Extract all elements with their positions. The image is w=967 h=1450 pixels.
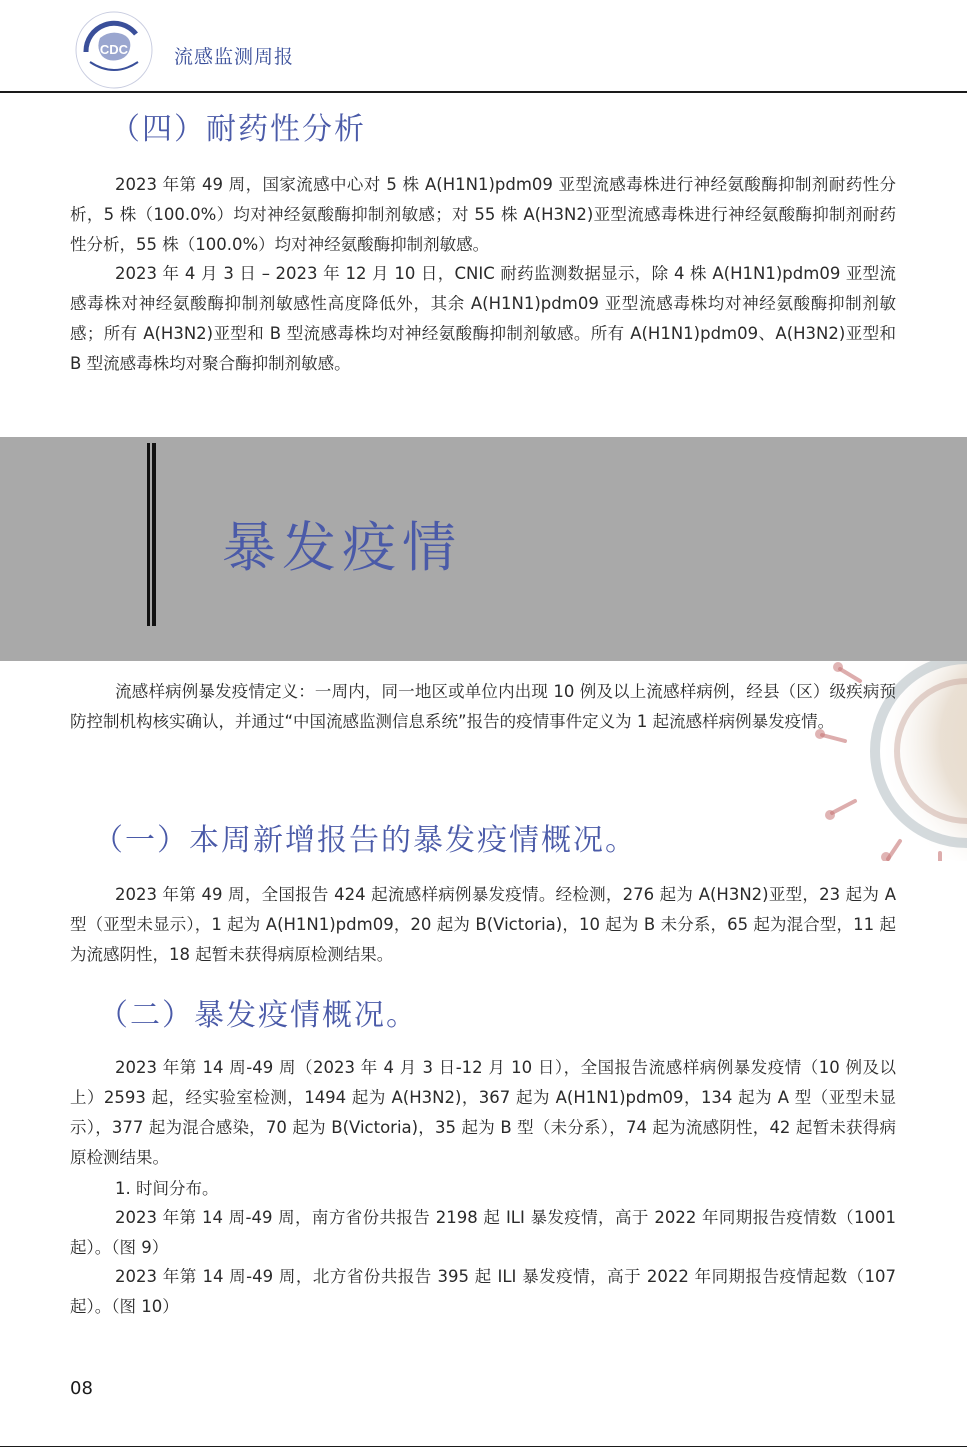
logo-cdc-text: CDC xyxy=(99,42,129,57)
overview-paragraph xyxy=(70,1053,896,1173)
south-provinces-text: 2023 年第 14 周-49 周，南方省份共报告 2198 起 ILI 暴发疫情，高于 2022 年同期报告疫情数（1001 起）。（图 9） xyxy=(70,1208,896,1257)
resistance-paragraph-2-text: 2023 年 4 月 3 日 – 2023 年 12 月 10 日，CNIC 耐药监测数据显示，除 4 株 A(H1N1)pdm09 亚型流感毒株对神经氨酸酶抑制剂敏感性高度降低外，其余 A(H1N1)pdm09 亚型流感毒株均对神经氨酸酶抑制剂敏感；所有 A(H3N2)亚型和 B 型流感毒株均对神经氨酸酶抑制剂敏感。所有 A(H1N1)pdm09、A(H3N2)亚型和 B 型流感毒株均对聚合酶抑制剂敏感。 xyxy=(70,264,896,373)
page-header xyxy=(0,0,967,92)
resistance-paragraph-2 xyxy=(70,259,896,379)
report-title: 流感监测周报 xyxy=(174,46,295,68)
resistance-paragraph-1 xyxy=(70,170,896,260)
time-distribution-heading-text: 1. 时间分布。 xyxy=(115,1179,219,1198)
south-provinces-paragraph xyxy=(70,1203,896,1263)
overview-paragraph-text: 2023 年第 14 周-49 周（2023 年 4 月 3 日-12 月 10 日），全国报告流感样病例暴发疫情（10 例及以上）2593 起，经实验室检测，1494 起为 A(H3N2)，367 起为 A(H1N1)pdm09，134 起为 A 型（亚型未显示），377 起为混合感染，70 起为 B(Victoria)，35 起为 B 型（未分系），74 起为流感阴性，42 起暂未获得病原检测结果。 xyxy=(70,1058,896,1167)
north-provinces-paragraph xyxy=(70,1262,896,1322)
time-distribution-heading xyxy=(70,1174,896,1204)
banner-accent-bar xyxy=(147,443,150,626)
page-number: 08 xyxy=(70,1378,93,1399)
section-heading-resistance: （四）耐药性分析 xyxy=(110,112,366,147)
this-week-paragraph-text: 2023 年第 49 周，全国报告 424 起流感样病例暴发疫情。经检测，276 起为 A(H3N2)亚型，23 起为 A 型（亚型未显示），1 起为 A(H1N1)pdm09，20 起为 B(Victoria)，10 起为 B 未分系，65 起为混合型，11 起为流感阴性，18 起暂未获得病原检测结果。 xyxy=(70,885,896,964)
outbreak-definition-text: 流感样病例暴发疫情定义：一周内，同一地区或单位内出现 10 例及以上流感样病例，经县（区）级疾病预防控制机构核实确认，并通过“中国流感监测信息系统”报告的疫情事件定义为 1 起流感样病例暴发疫情。 xyxy=(70,682,896,731)
resistance-paragraph-1-text: 2023 年第 49 周，国家流感中心对 5 株 A(H1N1)pdm09 亚型流感毒株进行神经氨酸酶抑制剂耐药性分析，5 株（100.0%）均对神经氨酸酶抑制剂敏感；对 55 株 A(H3N2)亚型流感毒株进行神经氨酸酶抑制剂耐药性分析，55 株（100.0%）均对神经氨酸酶抑制剂敏感。 xyxy=(70,175,896,254)
section-heading-overview: （二）暴发疫情概况。 xyxy=(98,998,418,1033)
chapter-banner xyxy=(0,437,967,661)
chapter-title: 暴发疫情 xyxy=(222,516,462,579)
footer-divider xyxy=(0,1446,967,1447)
this-week-paragraph xyxy=(70,880,896,970)
north-provinces-text: 2023 年第 14 周-49 周，北方省份共报告 395 起 ILI 暴发疫情，高于 2022 年同期报告疫情起数（107 起）。（图 10） xyxy=(70,1267,896,1316)
outbreak-definition xyxy=(70,677,896,737)
section-heading-this-week: （一）本周新增报告的暴发疫情概况。 xyxy=(93,823,637,858)
cdc-logo xyxy=(70,4,158,92)
header-divider xyxy=(0,91,967,93)
banner-accent-bar xyxy=(152,443,156,626)
